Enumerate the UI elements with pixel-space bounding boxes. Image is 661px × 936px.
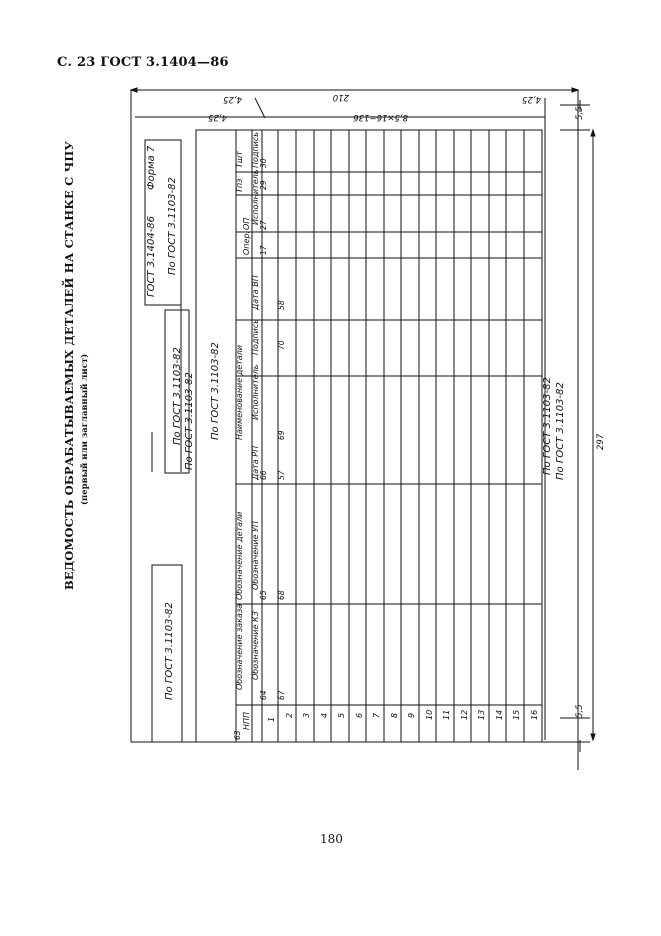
header-ref-text: По ГОСТ 3.1103-82 [184,372,195,470]
dimension-margin: 5,5 [575,106,585,120]
header-ref-text: По ГОСТ 3.1103-82 [167,177,178,275]
position-number: 66 [259,470,268,480]
row-number: 16 [530,709,539,720]
dimension-width: 210 [332,92,349,102]
form-number-label: Форма 7 [146,145,157,190]
col-op: ОП [242,217,251,230]
position-number: 67 [277,690,286,700]
position-number: 57 [277,470,286,480]
dimension-pitch: 8,5×16=136 [353,112,408,122]
dimension-height: 297 [596,433,606,450]
dimension-offset: 4,25 [208,112,227,122]
position-number: 17 [259,245,268,255]
row-number: 7 [372,712,381,718]
row-numbers [267,710,539,722]
col-part: Обозначение детали [235,511,244,600]
document-title: ВЕДОМОСТЬ ОБРАБАТЫВАЕМЫХ ДЕТАЛЕЙ НА СТАНКЕ С ЧПУ [62,140,76,590]
col-executor: Исполнитель [251,364,260,420]
row-number: 11 [442,709,451,720]
row-number: 15 [512,709,521,720]
row-number: 1 [267,716,276,722]
row-number: 8 [390,712,399,718]
position-number: 58 [277,300,286,310]
footer-ref-text: По ГОСТ 3.1103-82 [542,377,553,475]
row-number: 2 [285,712,294,718]
position-number: 27 [259,220,268,230]
col-date-ri: Дата РП [251,445,260,480]
form-standard-label: ГОСТ 3.1404-86 [146,215,157,297]
position-number: 69 [277,430,286,440]
row-number: 4 [320,712,329,718]
row-number: 5 [337,712,346,718]
dimension-offset: 4,25 [223,94,242,104]
row-number: 9 [407,712,416,718]
col-part-name: Наименование детали [235,344,244,440]
col-npp: НПП [242,711,251,730]
col-order: Обозначение заказа [235,603,244,690]
col-up: Обозначение УП [251,521,260,590]
row-number: 13 [477,709,486,720]
table-row-lines [296,130,524,742]
page-number: 180 [320,832,343,846]
col-tpz: Тпз [235,178,244,193]
document-subtitle: (первый или заглавный лист) [80,353,90,505]
page-header: С. 23 ГОСТ 3.1404—86 [57,55,229,70]
col-tsht: Тшт [235,151,244,168]
col-oper: Опер. [242,230,251,255]
position-number: 30 [259,158,268,168]
row-number: 6 [355,712,364,718]
col-date-vi: Дата ВП [251,275,260,310]
dimension-offset: 4,25 [522,94,541,104]
position-number: 63 [233,730,242,740]
dimension-line-offset [255,98,265,118]
col-signature-2: Подпись [251,132,260,168]
dimension-margin: 5,5 [575,704,585,718]
header-ref-text: По ГОСТ 3.1103-82 [172,347,183,445]
position-number: 65 [259,590,268,600]
position-number: 68 [277,590,286,600]
position-number: 29 [259,180,268,190]
col-signature: Подпись [251,319,260,355]
row-number: 10 [425,709,434,720]
col-executor-2: Исполнитель [251,169,260,225]
row-number: 14 [495,709,504,720]
row-number: 12 [460,709,469,720]
position-number: 64 [259,690,268,700]
footer-ref-text: По ГОСТ 3.1103-82 [555,382,566,480]
row-number: 3 [302,712,311,718]
header-ref-text: По ГОСТ 3.1103-82 [210,342,221,440]
col-kz: Обозначение КЗ [251,611,260,680]
header-ref-text: По ГОСТ 3.1103-82 [164,602,175,700]
position-number: 70 [277,340,286,350]
